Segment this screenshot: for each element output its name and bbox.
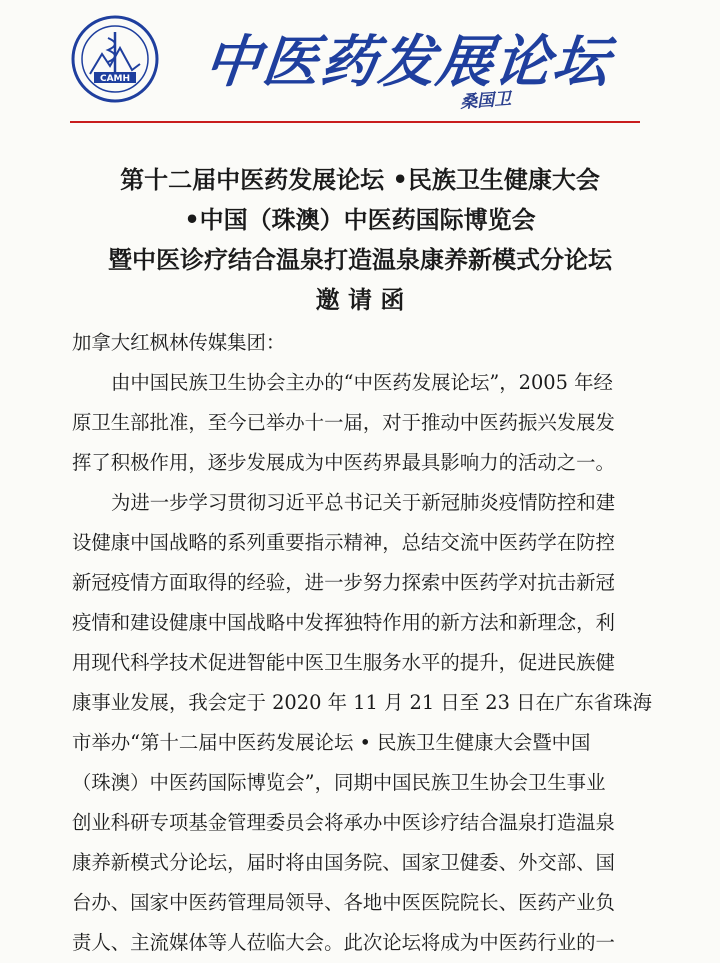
title-line-2: •中国（珠澳）中医药国际博览会 [184, 205, 536, 234]
title-line-1: 第十二届中医药发展论坛 •民族卫生健康大会 [120, 165, 600, 194]
para2-line: 康养新模式分论坛，届时将由国务院、国家卫健委、外交部、国 [72, 851, 615, 874]
para2-line: 设健康中国战略的系列重要指示精神，总结交流中医药学在防控 [72, 531, 615, 554]
para2-line: 创业科研专项基金管理委员会将承办中医诊疗结合温泉打造温泉 [72, 811, 615, 834]
para2-line: 用现代科学技术促进智能中医卫生服务水平的提升，促进民族健 [72, 651, 615, 674]
title-line-4: 邀 请 函 [315, 285, 405, 314]
red-divider-rule [70, 121, 640, 123]
title-line-3: 暨中医诊疗结合温泉打造温泉康养新模式分论坛 [108, 245, 612, 274]
camh-logo-icon [70, 14, 160, 104]
letterhead [0, 0, 720, 120]
para2-line: （珠澳）中医药国际博览会”，同期中国民族卫生协会卫生事业 [72, 771, 606, 794]
paragraph-2 [72, 483, 654, 963]
para2-line: 市举办“第十二届中医药发展论坛 • 民族卫生健康大会暨中国 [72, 731, 591, 754]
logo-text: CAMH [99, 74, 131, 84]
para2-line: 为进一步学习贯彻习近平总书记关于新冠肺炎疫情防控和建 [111, 491, 616, 514]
para1-line: 挥了积极作用，逐步发展成为中医药界最具影响力的活动之一。 [72, 451, 615, 474]
para2-line: 康事业发展，我会定于 2020 年 11 月 21 日至 23 日在广东省珠海 [72, 691, 652, 714]
para1-line: 由中国民族卫生协会主办的“中医药发展论坛”，2005 年经 [111, 371, 613, 394]
para2-line: 疫情和建设健康中国战略中发挥独特作用的新方法和新理念，利 [72, 611, 615, 634]
paragraph-1 [72, 363, 654, 483]
para2-line: 新冠疫情方面取得的经验，进一步努力探索中医药学对抗击新冠 [72, 571, 615, 594]
letter-body [72, 323, 654, 963]
salutation: 加拿大红枫林传媒集团： [72, 331, 286, 354]
para2-line: 台办、国家中医药管理局领导、各地中医医院院长、医药产业负 [72, 891, 615, 914]
masthead-title: 中医药发展论坛 [201, 30, 614, 95]
invitation-title [0, 160, 720, 320]
para1-line: 原卫生部批准，至今已举办十一届，对于推动中医药振兴发展发 [72, 411, 615, 434]
para2-line: 责人、主流媒体等人莅临大会。此次论坛将成为中医药行业的一 [72, 931, 615, 954]
calligraphy-signature: 桑国卫 [459, 89, 512, 113]
